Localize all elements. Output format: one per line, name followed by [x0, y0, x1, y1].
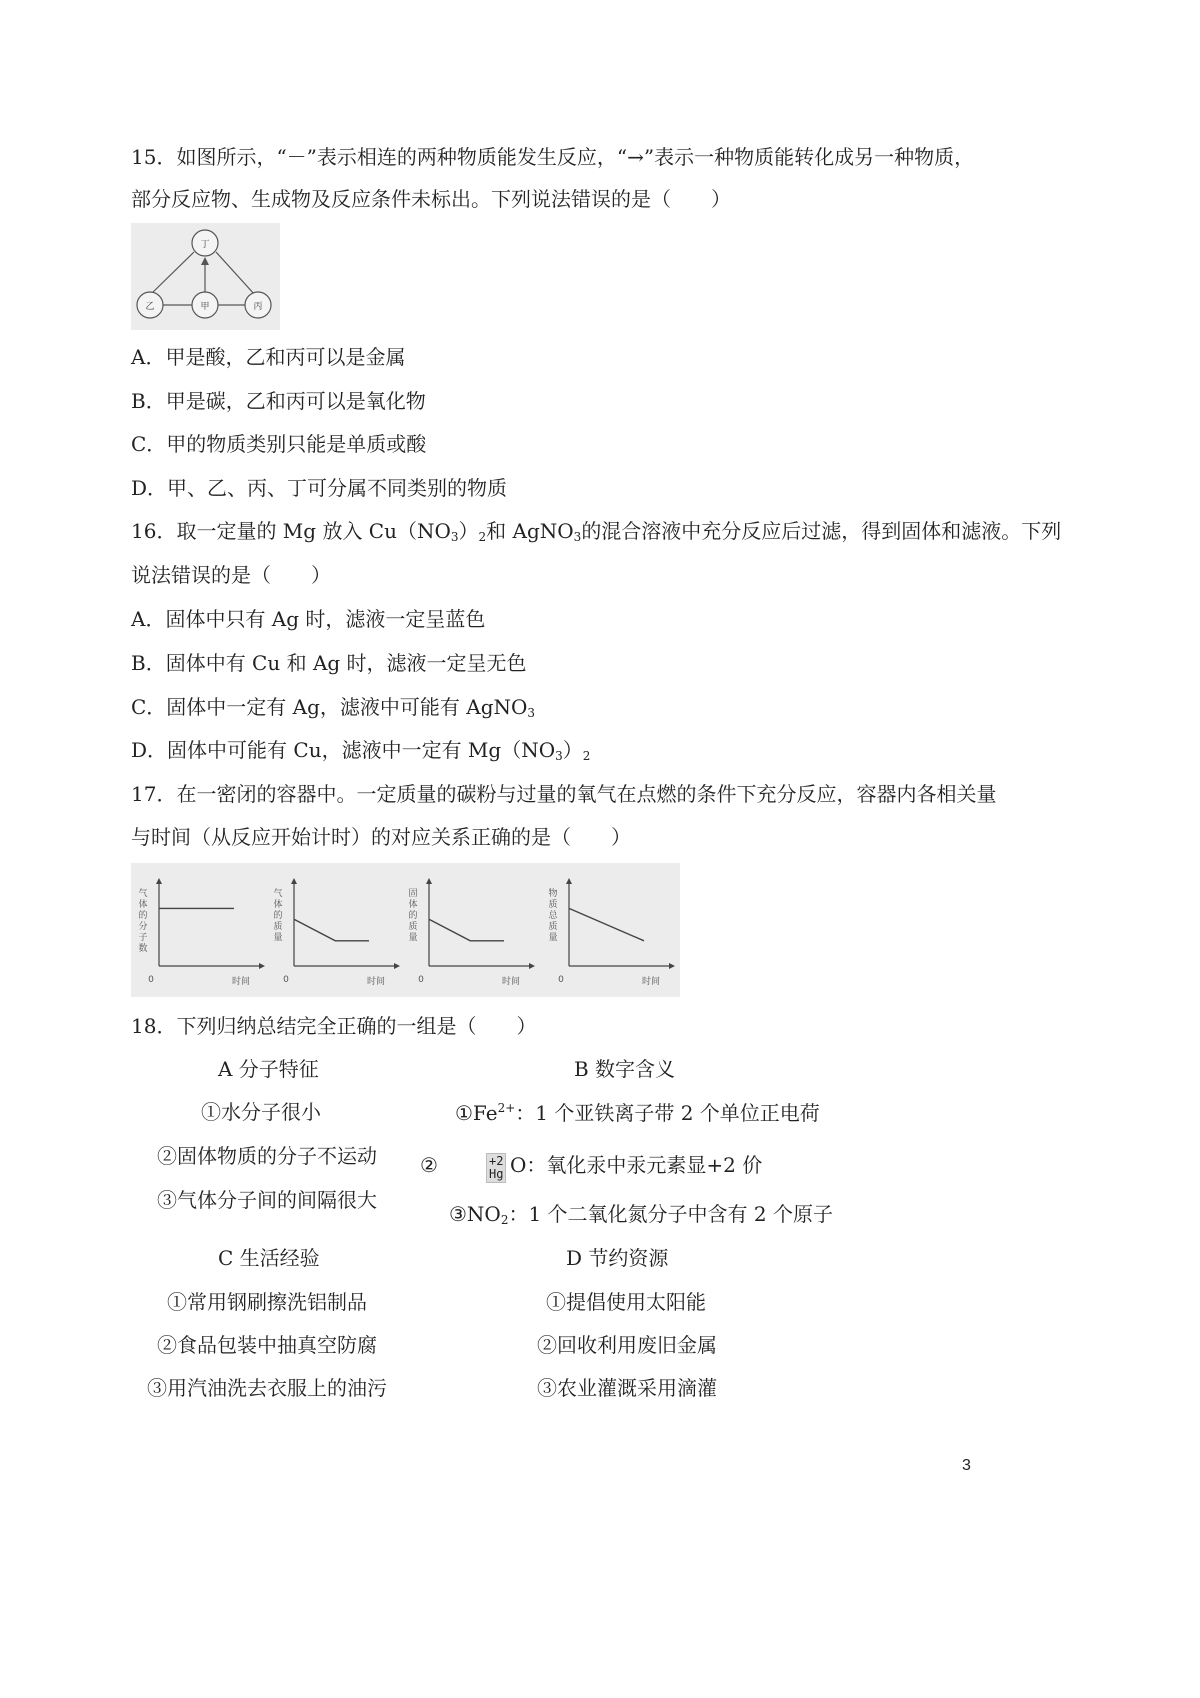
y-label-char: 质 — [548, 900, 558, 910]
q18-d-item-3: ③农业灌溉采用滴灌 — [537, 1376, 717, 1400]
y-label-char: 体 — [138, 900, 148, 910]
y-label-char: 物 — [548, 889, 558, 899]
y-label-char: 量 — [408, 933, 418, 943]
x-label: 时间 — [501, 977, 521, 987]
y-label-char: 的 — [273, 911, 283, 921]
q18-d-item-2: ②回收利用废旧金属 — [537, 1333, 717, 1357]
q18-b-item-3: $③NO_2$：1 个二氧化氮分子中含有 2 个原子 — [449, 1202, 833, 1227]
y-label-char: 总 — [548, 911, 558, 921]
q16-option-b: B．固体中有 Cu 和 Ag 时，滤液一定呈无色 — [131, 651, 527, 675]
q16-option-c: C．固体中一定有 Ag，滤液中可能有 AgNO$_3$ — [131, 695, 536, 720]
q15-line1: 15．如图所示，“－”表示相连的两种物质能发生反应，“→”表示一种物质能转化成另一种物质， — [131, 145, 975, 169]
y-label-char: 质 — [408, 922, 418, 932]
q18-b-title: B 数字含义 — [574, 1057, 676, 1081]
q18-c-item-3: ③用汽油洗去衣服上的油污 — [147, 1376, 387, 1400]
q17-graph-3 — [408, 878, 535, 987]
y-axis-arrow — [156, 878, 162, 884]
origin-label: 0 — [283, 975, 289, 985]
q15-option-a: A．甲是酸，乙和丙可以是金属 — [131, 345, 406, 369]
y-label-char: 气 — [138, 889, 148, 899]
y-label-char: 子 — [138, 933, 148, 943]
origin-label: 0 — [148, 975, 154, 985]
q16-option-a: A．固体中只有 Ag 时，滤液一定呈蓝色 — [131, 607, 486, 631]
q18-a-item-3: ③气体分子间的间隔很大 — [157, 1188, 377, 1212]
q16-option-d: D．固体中可能有 Cu，滤液中一定有 $Mg(NO_3)_2$ — [131, 738, 591, 763]
y-label-char: 体 — [273, 900, 283, 910]
x-label: 时间 — [231, 977, 251, 987]
q17-graph-4 — [548, 878, 675, 987]
node-bing-label: 丙 — [253, 302, 263, 312]
q18-b-item-2: O：氧化汞中汞元素显+2 价 — [510, 1153, 763, 1177]
q18-c-item-1: ①常用钢刷擦洗铝制品 — [167, 1290, 367, 1314]
y-axis-arrow — [426, 878, 432, 884]
page-number: 3 — [962, 1457, 971, 1474]
q18-b-item-2-prefix: ② — [420, 1153, 438, 1177]
q17-graph-2 — [273, 878, 400, 987]
q18-b-item-1: $①Fe^{2+}$：1 个亚铁离子带 2 个单位正电荷 — [455, 1101, 820, 1125]
x-label: 时间 — [366, 977, 386, 987]
hg-valence-stack: +2 Hg — [486, 1153, 506, 1183]
q17-graph-1 — [138, 878, 265, 987]
q17-graphs — [131, 863, 680, 997]
q17-line2: 与时间（从反应开始计时）的对应关系正确的是（ ） — [131, 825, 631, 849]
q18-c-item-2: ②食品包装中抽真空防腐 — [157, 1333, 377, 1357]
node-ding-label: 丁 — [200, 240, 210, 250]
series-line — [429, 919, 504, 941]
y-label-char: 质 — [548, 922, 558, 932]
x-axis-arrow — [394, 963, 400, 969]
series-line — [569, 908, 644, 940]
y-label-char: 体 — [408, 900, 418, 910]
origin-label: 0 — [418, 975, 424, 985]
q15-line2: 部分反应物、生成物及反应条件未标出。下列说法错误的是（ ） — [131, 187, 731, 211]
y-axis-arrow — [566, 878, 572, 884]
q15-option-b: B．甲是碳，乙和丙可以是氧化物 — [131, 389, 426, 413]
node-yi-label: 乙 — [145, 302, 155, 312]
x-axis-arrow — [529, 963, 535, 969]
q18-d-item-1: ①提倡使用太阳能 — [546, 1290, 706, 1314]
q18-a-item-1: ①水分子很小 — [201, 1100, 321, 1124]
x-axis-arrow — [669, 963, 675, 969]
series-line — [294, 919, 369, 941]
y-axis-arrow — [291, 878, 297, 884]
node-jia-label: 甲 — [200, 302, 210, 312]
q18-stem: 18．下列归纳总结完全正确的一组是（ ） — [131, 1014, 537, 1038]
y-label-char: 分 — [138, 922, 148, 932]
q15-diagram — [131, 223, 280, 330]
origin-label: 0 — [558, 975, 564, 985]
q18-a-title: A 分子特征 — [218, 1057, 319, 1081]
x-label: 时间 — [641, 977, 661, 987]
y-label-char: 的 — [138, 911, 148, 921]
q16-line2: 说法错误的是（ ） — [131, 563, 331, 587]
q17-line1: 17．在一密闭的容器中。一定质量的碳粉与过量的氧气在点燃的条件下充分反应，容器内各相关量 — [131, 782, 997, 806]
y-label-char: 固 — [408, 889, 418, 899]
y-label-char: 数 — [138, 944, 148, 954]
y-label-char: 气 — [273, 889, 283, 899]
q18-c-title: C 生活经验 — [218, 1246, 320, 1270]
y-label-char: 量 — [273, 933, 283, 943]
q16-line1: 16．取一定量的 Mg 放入 $Cu(NO_3)_2$和 AgNO$_3$的混合溶液中充分反应后过滤，得到固体和滤液。下列 — [131, 519, 1062, 544]
q15-option-d: D．甲、乙、丙、丁可分属不同类别的物质 — [131, 476, 508, 500]
y-label-char: 的 — [408, 911, 418, 921]
q18-a-item-2: ②固体物质的分子不运动 — [157, 1144, 377, 1168]
q18-d-title: D 节约资源 — [566, 1246, 669, 1270]
q15-option-c: C．甲的物质类别只能是单质或酸 — [131, 432, 427, 456]
y-label-char: 质 — [273, 922, 283, 932]
y-label-char: 量 — [548, 933, 558, 943]
x-axis-arrow — [259, 963, 265, 969]
